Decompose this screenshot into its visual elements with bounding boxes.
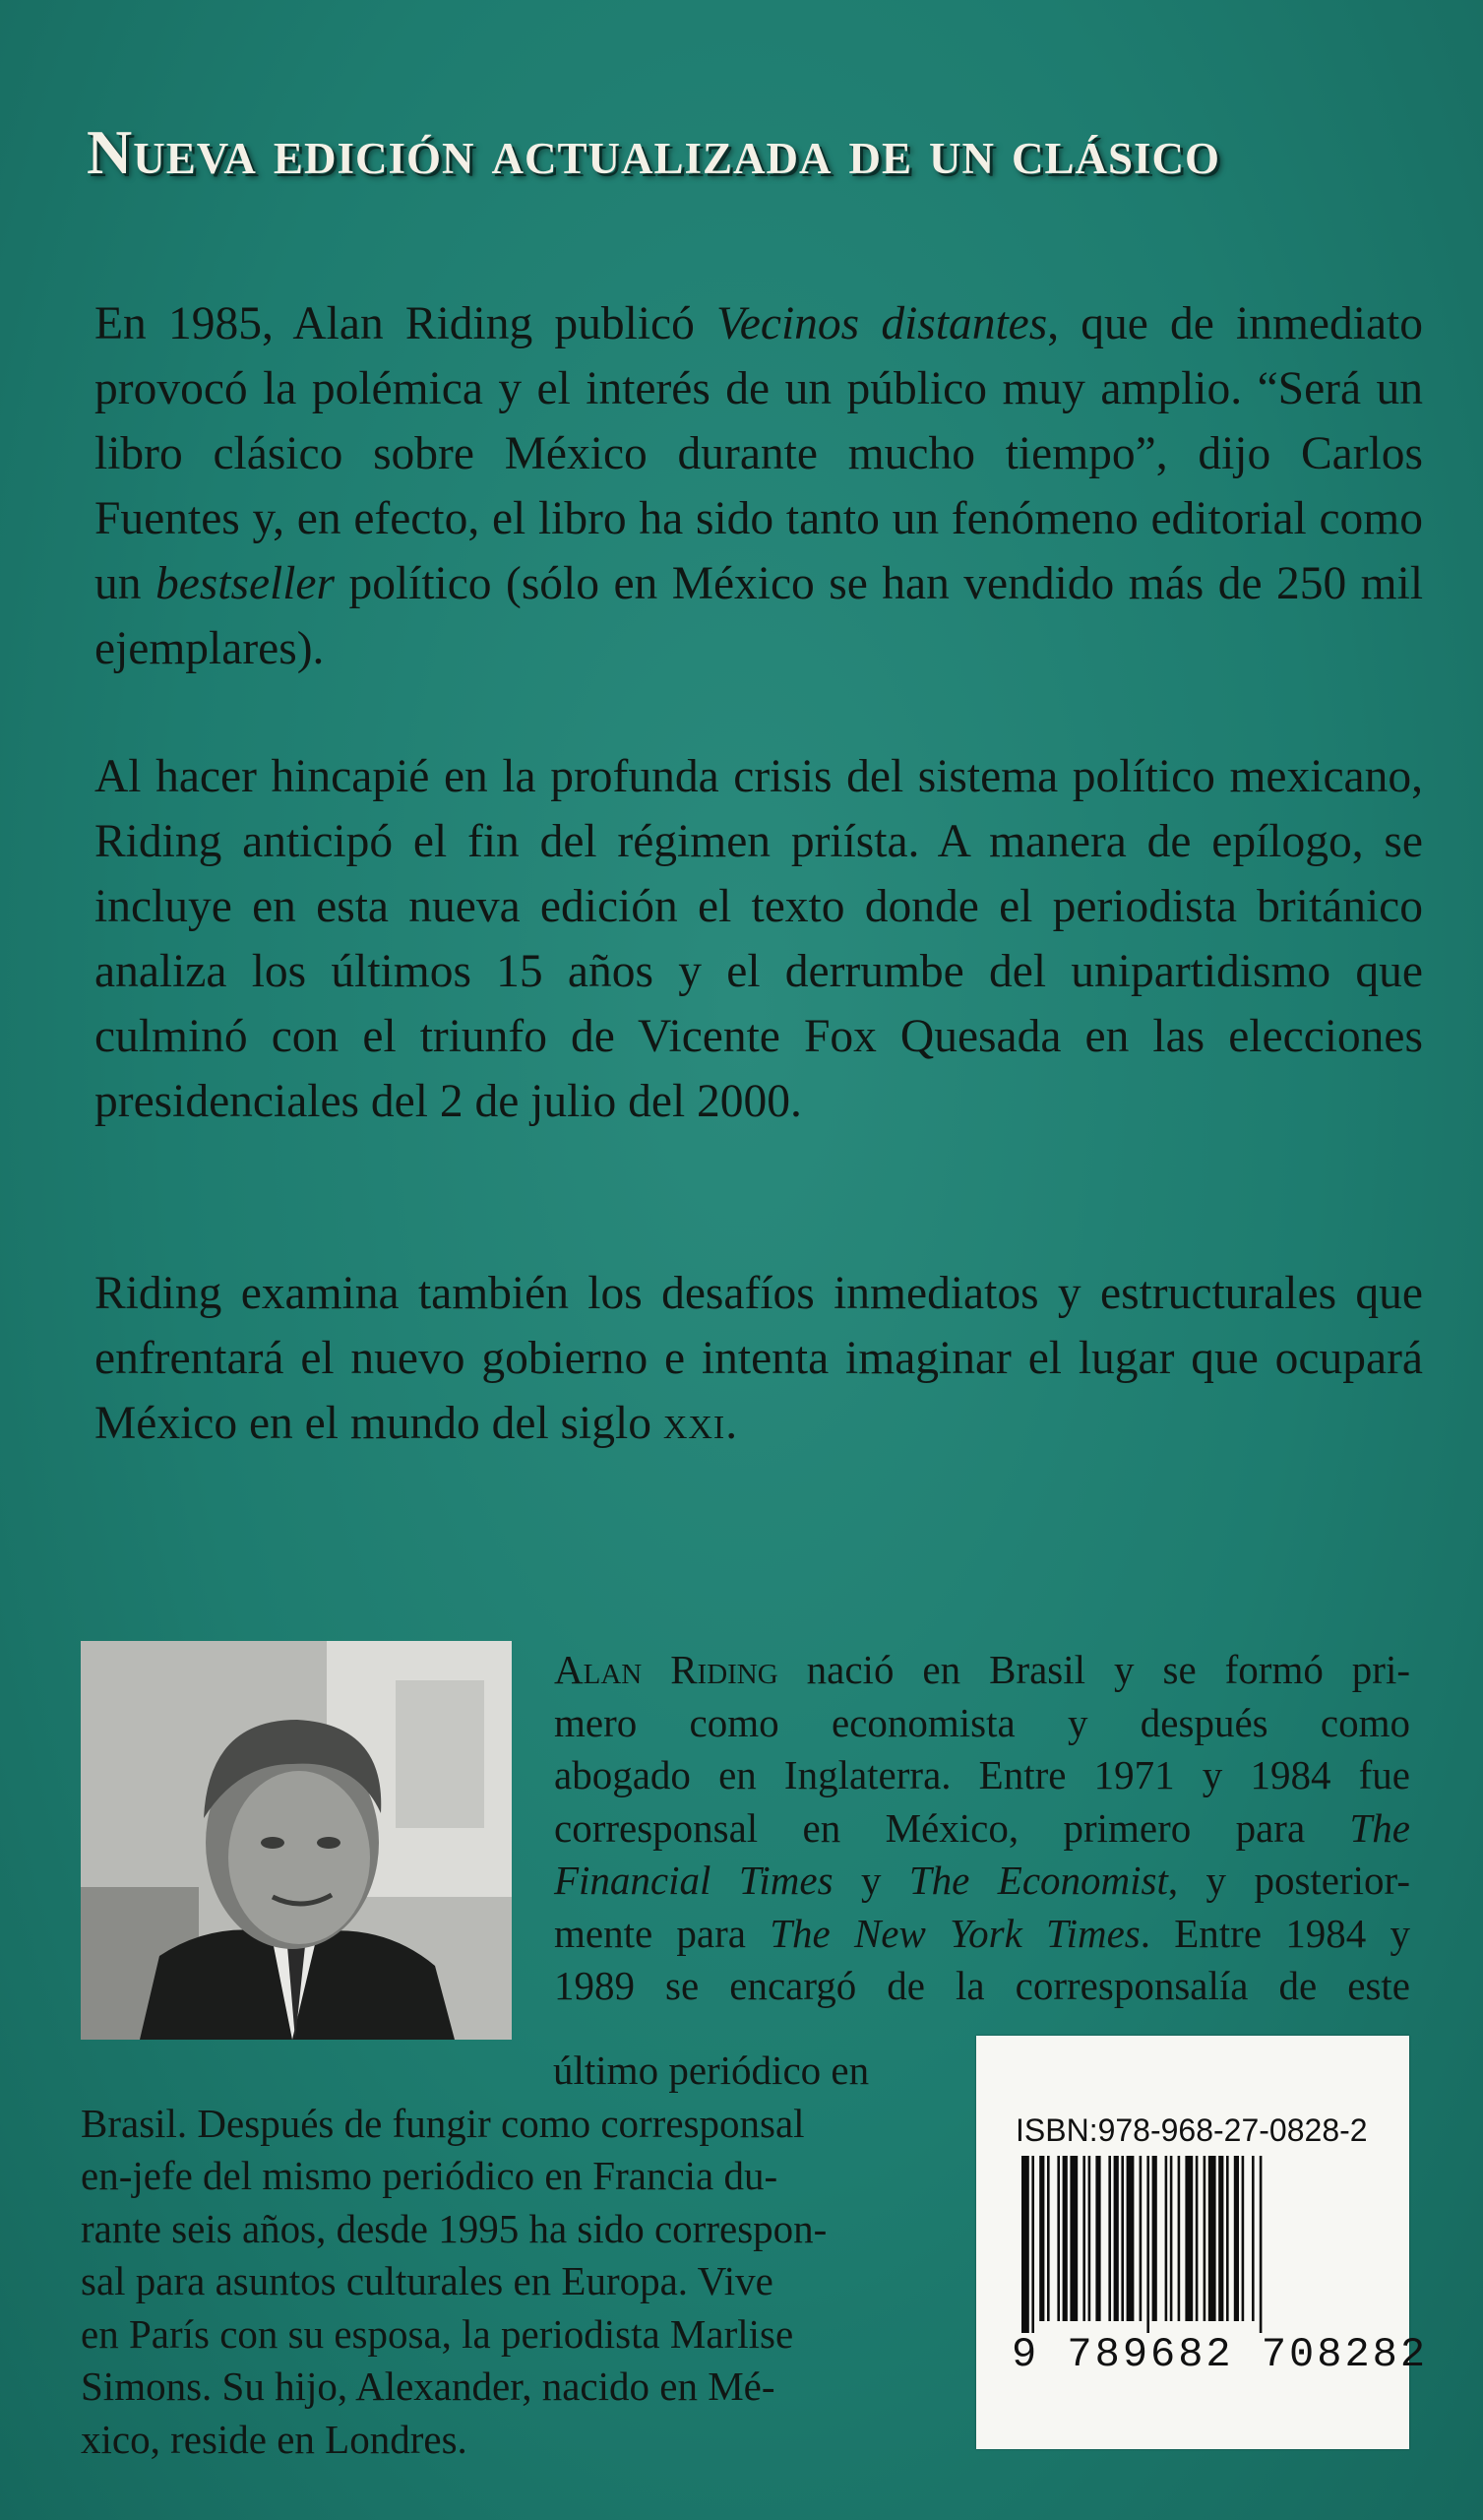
author-name: Alan Riding [554,1647,778,1692]
bio-line: 1989 se encargó de la corresponsalía de este [554,1963,1410,2008]
bio-line: sal para asuntos culturales en Europa. Vive [81,2258,773,2303]
bio-line: Simons. Su hijo, Alexander, nacido en Mé- [81,2363,775,2409]
bio-line: en París con su esposa, la periodista Marlise [81,2310,794,2357]
headline: Nueva edición actualizada de un clásico [87,117,1221,187]
bio-line: rante seis años, desde 1995 ha sido correspon- [81,2205,828,2251]
bio-line: abogado en Inglaterra. Entre 1971 y 1984 fue [554,1752,1410,1797]
bio-text: corresponsal en México, primero para [554,1804,1350,1851]
author-bio-bottom [81,2045,986,2466]
bio-italic: The Economist [908,1858,1168,1903]
bio-line [554,1908,1410,1961]
bio-line: mero como economista y después como [554,1699,1410,1745]
bio-line: Brasil. Después de fungir como corresponsal [81,2100,805,2146]
bio-italic: The [1349,1804,1410,1851]
bio-text: mente para [554,1910,771,1956]
bio-text: y [833,1858,909,1903]
bio-text: , y posterior- [1167,1858,1411,1903]
p3-text: Riding examina también los desafíos inmediatos y estructurales que enfrentará el nuevo gobierno e intenta imaginar el lugar que ocupará México en el mundo del siglo [94,1268,1423,1449]
barcode-icon [1021,2156,1366,2333]
book-title-italic: Vecinos distantes [716,298,1048,349]
bio-line [554,1644,1410,1697]
isbn-barcode-label [976,2036,1429,2449]
synopsis-paragraph-3 [94,1261,1423,1461]
author-photo [81,1641,512,2040]
bio-line [554,1802,1410,1856]
author-bio-top [554,1644,1410,2013]
bio-text: nació en Brasil y se formó pri- [777,1647,1411,1692]
synopsis-paragraph-1 [94,291,1423,681]
bio-line [554,1855,1410,1908]
p3-end: . [725,1398,738,1449]
p1-text-b: , que de inmediato provocó la polémica y el interés de un público muy amplio. “Será un libro clásico sobre México durante mucho tiempo”, dijo Carlos Fuentes y, en efecto, el libro ha sido tanto un fenómeno editorial como un [94,298,1423,609]
century-numeral: XXI [662,1410,726,1446]
bio-italic: Financial Times [554,1858,834,1903]
barcode-digits: 9 789682 708282 [1012,2331,1429,2378]
synopsis-paragraph-2: Al hacer hincapié en la profunda crisis del sistema político mexicano, Riding anticipó el fin del régimen priísta. A manera de epílogo, se incluye en esta nueva edición el texto donde el periodista británico analiza los últimos 15 años y el derrumbe del unipartidismo que culminó con el triunfo de Vicente Fox Quesada en las elecciones presidenciales del 2 de julio del 2000. [94,751,1423,1127]
bio-line: xico, reside en Londres. [81,2416,467,2462]
isbn-text: ISBN:978-968-27-0828-2 [1016,2112,1368,2148]
p1-text-a: En 1985, Alan Riding publicó [94,298,717,349]
bio-italic: The New York Times [770,1910,1141,1956]
bestseller-italic: bestseller [154,558,335,609]
bio-line: en-jefe del mismo periódico en Francia du- [81,2153,778,2198]
bio-line: último periódico en [553,2048,870,2093]
p1-text-c: político (sólo en México se han vendido más de 250 mil ejemplares). [94,558,1424,674]
bio-text: . Entre 1984 y [1140,1910,1410,1956]
